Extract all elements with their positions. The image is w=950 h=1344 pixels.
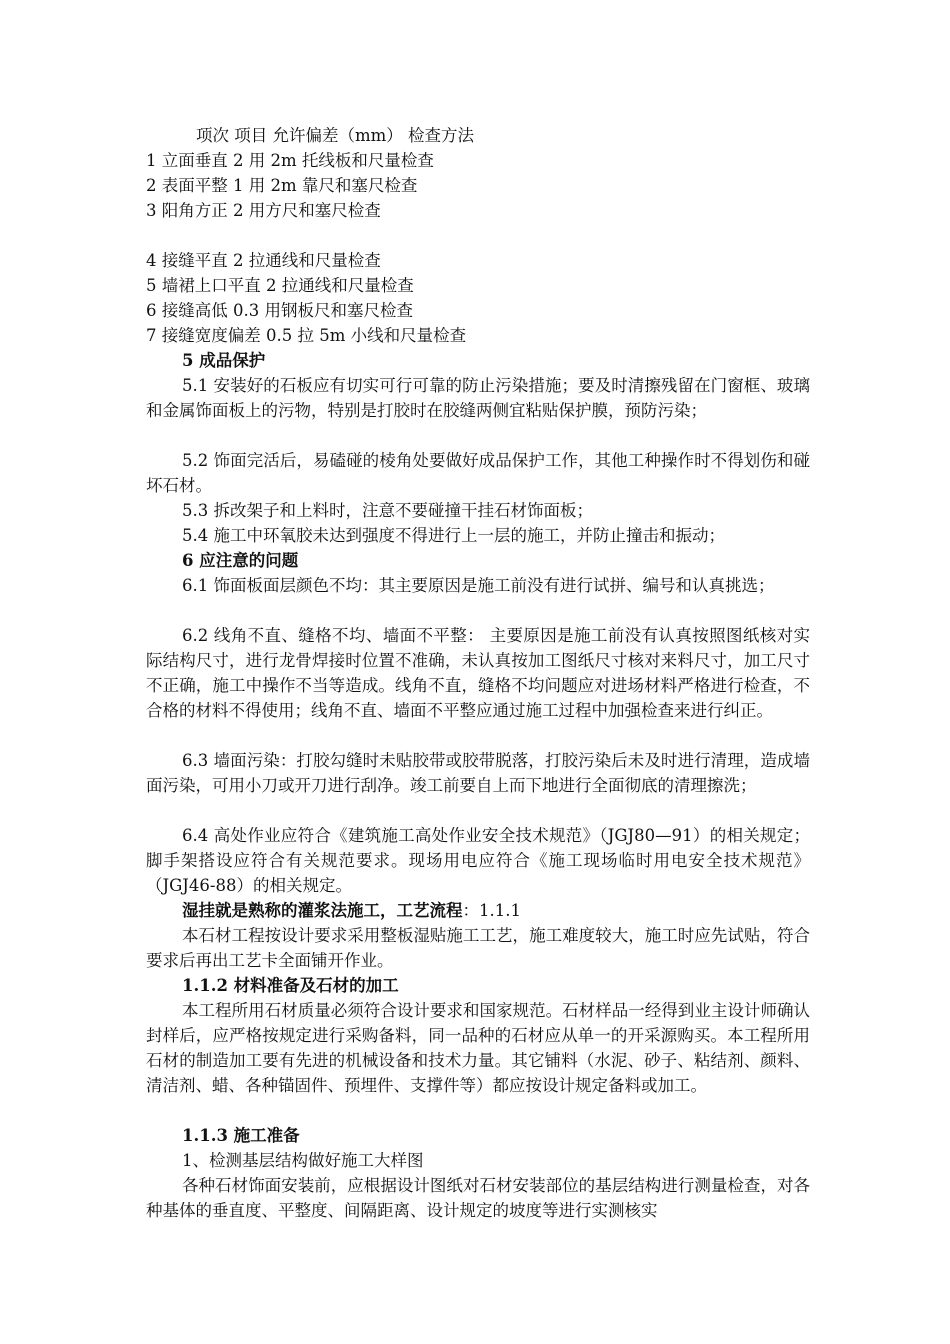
- heading-bold-text: 湿挂就是熟称的灌浆法施工，工艺流程: [182, 901, 463, 920]
- paragraph: 本石材工程按设计要求采用整板湿贴施工工艺，施工难度较大，施工时应先试贴，符合要求后再出工艺卡全面铺开作业。: [146, 926, 810, 970]
- paragraph: 6.4 高处作业应符合《建筑施工高处作业安全技术规范》（JGJ80—91）的相关规定；脚手架搭设应符合有关规范要求。现场用电应符合《施工现场临时用电安全技术规范》（JGJ46-88）的相关规定。: [146, 826, 810, 895]
- paragraph: 6.1 饰面板面层颜色不均：其主要原因是施工前没有进行试拼、编号和认真挑选；: [182, 576, 775, 595]
- table-row: 4 接缝平直 2 拉通线和尺量检查: [146, 251, 381, 270]
- table-row: 2 表面平整 1 用 2m 靠尺和塞尺检查: [146, 176, 418, 195]
- paragraph: 6.3 墙面污染：打胶勾缝时未贴胶带或胶带脱落，打胶污染后未及时进行清理，造成墙面污染，可用小刀或开刀进行刮净。竣工前要自上而下地进行全面彻底的清理擦洗；: [146, 751, 810, 795]
- section-heading: 6 应注意的问题: [182, 551, 299, 570]
- table-row: 3 阳角方正 2 用方尺和塞尺检查: [146, 201, 381, 220]
- table-header: 项次 项目 允许偏差（mm） 检查方法: [196, 126, 475, 145]
- paragraph: 各种石材饰面安装前，应根据设计图纸对石材安装部位的基层结构进行测量检查，对各种基体的垂直度、平整度、间隔距离、设计规定的坡度等进行实测核实: [146, 1176, 810, 1220]
- section-heading: 1.1.2 材料准备及石材的加工: [182, 976, 399, 995]
- subheading: 1、检测基层结构做好施工大样图: [182, 1151, 424, 1170]
- section-heading: 5 成品保护: [182, 351, 266, 370]
- paragraph: 5.2 饰面完活后，易磕碰的棱角处要做好成品保护工作，其他工种操作时不得划伤和碰坏石材。: [146, 451, 810, 495]
- table-row: 7 接缝宽度偏差 0.5 拉 5m 小线和尺量检查: [146, 326, 467, 345]
- paragraph: 6.2 线角不直、缝格不均、墙面不平整： 主要原因是施工前没有认真按照图纸核对实际结构尺寸，进行龙骨焊接时位置不准确，未认真按加工图纸尺寸核对来料尺寸，加工尺寸不正确，施工中操作不当等造成。线角不直，缝格不均问题应对进场材料严格进行检查，不合格的材料不得使用；线角不直、墙面不平整应通过施工过程中加强检查来进行纠正。: [146, 626, 810, 720]
- section-heading: 1.1.3 施工准备: [182, 1126, 300, 1145]
- section-heading: [182, 898, 521, 923]
- paragraph: 本工程所用石材质量必须符合设计要求和国家规范。石材样品一经得到业主设计师确认封样后，应严格按规定进行采购备料，同一品种的石材应从单一的开采源购买。本工程所用石材的制造加工要有先进的机械设备和技术力量。其它铺料（水泥、砂子、粘结剂、颜料、清洁剂、蜡、各种锚固件、预埋件、支撑件等）都应按设计规定备料或加工。: [146, 1001, 810, 1095]
- paragraph: 5.4 施工中环氧胶未达到强度不得进行上一层的施工，并防止撞击和振动；: [182, 526, 725, 545]
- table-row: 5 墙裙上口平直 2 拉通线和尺量检查: [146, 276, 414, 295]
- paragraph: 5.3 拆改架子和上料时，注意不要碰撞干挂石材饰面板；: [182, 501, 593, 520]
- heading-suffix: ：1.1.1: [462, 901, 521, 920]
- paragraph: 5.1 安装好的石板应有切实可行可靠的防止污染措施；要及时清擦残留在门窗框、玻璃和金属饰面板上的污物，特别是打胶时在胶缝两侧宜粘贴保护膜，预防污染；: [146, 376, 810, 420]
- table-row: 1 立面垂直 2 用 2m 托线板和尺量检查: [146, 151, 434, 170]
- table-row: 6 接缝高低 0.3 用钢板尺和塞尺检查: [146, 301, 413, 320]
